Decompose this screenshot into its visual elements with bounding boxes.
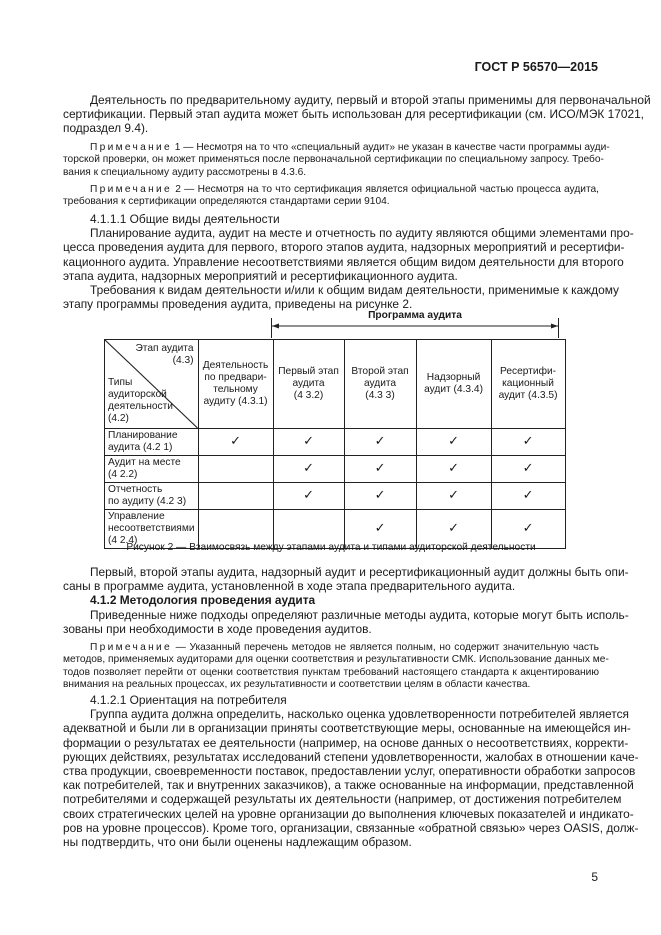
text-line: ства продукции, своевременности поставок, предоставлении услуг, оперативности обработки запросов [63,764,636,779]
paragraph [63,607,629,636]
note-text: тодов позволяет перейти от оценки соответствия пунктам требований настоящего стандарта к акцентированию [63,666,599,678]
text-line: адекватной и были ли в организации приняты соответствующие меры, основанные на имеющейся ин- [63,721,631,736]
check-icon: ✓ [448,433,459,448]
note-text: требования к сертификации определяются стандартами серии 9104. [63,196,390,208]
check-icon: ✓ [374,487,386,502]
note-line [63,642,599,654]
matrix-cell [273,429,344,456]
stage-header-line: (4 3.2) [293,390,324,401]
text-line: потребителями и содержащей результаты их деятельности (например, от достижения потребителем [63,792,622,807]
diagonal-line [105,340,198,428]
stage-header [344,340,416,429]
paragraph-preaudit [63,93,651,136]
text-line: Приведенные ниже подходы определяют различные методы аудита, которые могут быть исполь- [90,607,629,622]
note-line [63,196,599,208]
stage-header-line: Второй этап [351,366,409,377]
activity-row [105,456,566,483]
note-text: 1 — Несмотря на то что «специальный аудит» не указан в качестве части программы ауди- [171,142,610,153]
text-line: Первый, второй этапы аудита, надзорный аудит и ресертификационный аудит должны быть опи- [90,565,629,579]
text-line: цесса проведения аудита для первого, второго этапов аудита, надзорных мероприятий и ресертифи- [63,240,625,255]
program-span-arrow [271,318,559,338]
check-icon: ✓ [448,460,459,475]
note-line [63,667,599,679]
note-label: Примечание [90,142,172,153]
corner-bottom-line: деятельности [108,401,173,412]
activity-label-line: Планирование [108,430,178,441]
figure-caption: Рисунок 2 — Взаимосвязь между этапами аудита и типами аудиторской деятельности [126,542,536,553]
paragraph [63,283,619,312]
audit-activity-matrix [104,339,566,549]
corner-top-line: (4.3) [172,355,194,366]
note-line [63,679,599,691]
text-line: ров на уровне процессов). Кроме того, организации, связанные «обратной связью» через OASIS, долж- [63,820,639,835]
document-id: ГОСТ Р 56570—2015 [474,60,598,74]
text-line: саны в программе аудита, установленной в ходе этапа предварительного аудита. [63,579,516,594]
note-methods [63,642,609,692]
stage-header [273,340,344,429]
matrix-cell [416,483,491,510]
check-icon: ✓ [303,487,314,502]
text-line: Деятельность по предварительному аудиту, первый и второй этапы применимы для первоначальной [90,93,651,107]
check-icon: ✓ [448,520,459,535]
matrix-cell [198,483,273,510]
section-4-1-2-1 [63,693,639,850]
section-heading: 4.1.1.1 Общие виды деятельности [90,212,280,226]
corner-bottom-line: аудиторской [108,389,167,400]
note-text: внимания на реальных процессах, их результативности и соответствии целям в области качества. [63,679,531,691]
check-icon: ✓ [374,460,386,475]
note-text: методов, применяемых аудиторами для оценки соответствия и результативности СМК. Использование данных ме- [63,654,609,666]
program-label: Программа аудита [368,310,462,321]
stage-header-line: тельному [213,384,258,395]
paragraph [63,707,639,850]
note-text: — Указанный перечень методов не является полным, но содержит значительную часть [171,642,599,653]
note-text: 2 — Несмотря на то что сертификация является официальной частью процесса аудита, [171,184,599,195]
check-icon: ✓ [522,433,534,448]
matrix-cell [491,456,565,483]
activity-label [105,429,199,456]
activity-label-line: аудита (4.2 1) [108,442,173,453]
stage-header-line: по предвари- [204,372,267,383]
text-line: своих стратегических целей на уровне организации до выполнения ключевых показателей и индикато- [63,806,634,821]
activity-label [105,456,199,483]
activity-label-line: по аудиту (4.2 3) [108,496,187,507]
section-4-1-1-1 [63,212,634,312]
matrix-cell [491,429,565,456]
text-line: Группа аудита должна определить, насколько оценка удовлетворенности потребителей является [90,707,629,722]
section-heading: 4.1.2.1 Ориентация на потребителя [90,693,287,707]
text-line: подраздел 9.4). [63,121,149,136]
matrix-cell [198,429,273,456]
stage-header-line: (4.3 3) [365,390,395,401]
activity-row [105,483,566,510]
text-line: рующих действиях, результатах исследований степени удовлетворенности, жалобах в отношении каче- [63,749,639,764]
activity-label-line: Отчетность [108,484,163,495]
stage-header-line: Надзорный [426,372,481,383]
text-line: Планирование аудита, аудит на месте и отчетность по аудиту являются общими элементами про- [90,226,634,241]
activity-label-line: Аудит на месте [108,457,181,468]
paragraph [63,226,634,283]
stage-header [198,340,273,429]
matrix-cell [344,456,416,483]
check-icon: ✓ [374,520,386,535]
stage-header-line: аудит (4.3.5) [498,390,558,401]
note-label: Примечание [90,184,172,195]
stage-header-line: аудита [363,378,397,389]
check-icon: ✓ [303,460,314,475]
activity-label-line: (4 2.2) [108,469,138,480]
activity-label [105,483,199,510]
section-4-1-2 [63,565,629,636]
stage-header [491,340,565,429]
text-line: ны подтвердить, что они были оценены надлежащим образом. [63,835,412,850]
paragraph [63,565,629,594]
text-line: этапа аудита, надзорных мероприятий и ресертификационного аудита. [63,268,458,283]
check-icon: ✓ [303,433,314,448]
text-line: как потребителей, так и внутренних заказчиков), а также основанные на информации, представленной [63,778,634,793]
activity-label-line: (4 2.4) [108,535,138,546]
corner-cell [105,340,199,429]
text-line: Требования к видам деятельности и/или к общим видам деятельности, применимые к каждому [90,283,619,298]
matrix-cell [344,429,416,456]
note-text: вания к специальному аудиту рассмотрены в 4.3.6. [63,166,307,178]
matrix-cell [344,483,416,510]
corner-bottom-line: (4.2) [108,413,129,424]
stage-header-line: Ресертифи- [500,366,557,377]
matrix-cell [491,483,565,510]
text-line: этапу программы проведения аудита, приведены на рисунке 2. [63,297,413,312]
activity-row [105,429,566,456]
activity-label-line: Управление [108,511,165,522]
note-text: торской проверки, он может применяться после первоначальной сертификации по специальному запросу. Требо- [63,154,604,166]
note-line [63,184,599,196]
activity-label-line: несоответствиями [108,523,195,534]
matrix-cell [416,429,491,456]
matrix-cell [416,456,491,483]
text-line: зованы при необходимости в ходе проведения аудитов. [63,621,372,636]
note-line [63,142,610,154]
corner-bottom-line: Типы [108,377,133,388]
text-line: кационного аудита. Управление несоответствиями является общим видом деятельности для второго [63,254,624,269]
stage-header-line: Первый этап [278,366,339,377]
check-icon: ✓ [230,433,241,448]
note-2 [63,184,599,209]
note-line [63,654,609,666]
check-icon: ✓ [522,520,534,535]
stage-header-line: аудита [292,378,325,389]
page-number: 5 [591,870,598,884]
matrix-cell [198,456,273,483]
matrix-cell [273,483,344,510]
stage-header-line: аудит (4.3.4) [424,384,483,395]
check-icon: ✓ [374,433,386,448]
note-label: Примечание [90,642,172,653]
stage-header-line: аудиту (4.3.1) [203,396,268,407]
stage-header-line: Деятельность [202,360,269,371]
check-icon: ✓ [522,460,534,475]
check-icon: ✓ [448,487,459,502]
corner-top-line: Этап аудита [135,343,194,354]
check-icon: ✓ [522,487,534,502]
text-line: формации о результатах ее деятельности (например, на основе данных о несоответствиях, корректи- [63,735,629,750]
note-line [63,154,604,166]
note-1 [63,142,610,179]
note-line [63,167,599,179]
text-line: сертификации. Первый этап аудита может быть использован для ресертификации (см. ИСО/МЭК 17021, [63,107,644,122]
section-heading: 4.1.2 Методология проведения аудита [90,593,316,608]
stage-header-line: кационный [502,378,554,389]
matrix-cell [273,456,344,483]
stage-header [416,340,491,429]
